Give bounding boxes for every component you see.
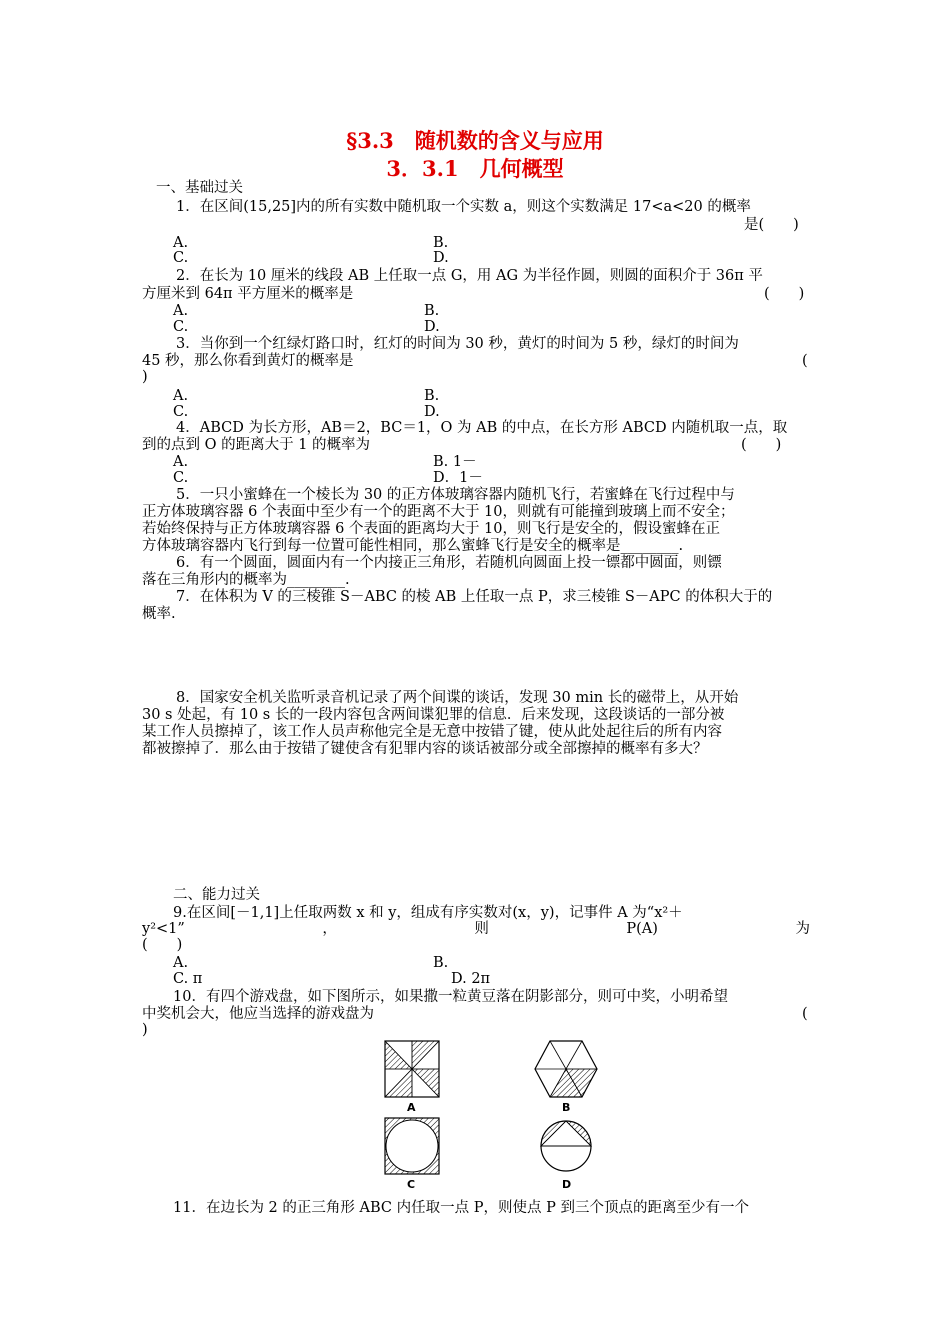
q1-option-c: C.	[173, 250, 189, 266]
q5-text-2: 正方体玻璃容器 6 个表面中至少有一个的距离不大于 10，则就有可能撞到玻璃上而不安全；	[142, 504, 735, 520]
q4-option-d: D．1－	[433, 470, 483, 486]
q9-frag-1: y²<1”	[142, 921, 185, 937]
q7-text-2: 概率.	[142, 606, 176, 622]
q9-option-c: C. π	[173, 971, 203, 987]
q11-text: 11．在边长为 2 的正三角形 ABC 内任取一点 P，则使点 P 到三个顶点的距离至少有一个	[173, 1200, 749, 1216]
q9-option-a: A.	[173, 955, 189, 971]
q2-text-cont: 方厘米到 64π 平方厘米的概率是	[142, 286, 354, 302]
q3-answer-bracket-close: )	[142, 369, 148, 385]
q1-option-b: B.	[433, 235, 449, 251]
q2-option-b: B.	[424, 303, 440, 319]
q9-frag-5: 为	[795, 921, 810, 937]
game-board-b	[534, 1040, 598, 1098]
q3-text: 3．当你到一个红绿灯路口时，红灯的时间为 30 秒，黄灯的时间为 5 秒，绿灯的时间为	[176, 336, 739, 352]
q3-option-a: A.	[173, 388, 189, 404]
q2-option-c: C.	[173, 319, 189, 335]
q7-text-1: 7．在体积为 V 的三棱锥 S－ABC 的棱 AB 上任取一点 P，求三棱锥 S－APC 的体积大于的	[176, 589, 773, 605]
q8-text-4: 都被擦掉了．那么由于按错了键使含有犯罪内容的谈话被部分或全部擦掉的概率有多大？	[142, 741, 708, 757]
q3-answer-bracket-open: (	[802, 353, 808, 369]
section-heading-basic: 一、基础过关	[156, 180, 243, 196]
q6-text-2: 落在三角形内的概率为________.	[142, 572, 350, 588]
q10-text-cont: 中奖机会大，他应当选择的游戏盘为	[142, 1006, 374, 1022]
q9-option-d: D. 2π	[451, 971, 491, 987]
q5-text-3: 若始终保持与正方体玻璃容器 6 个表面的距离均大于 10，则飞行是安全的，假设蜜蜂在正	[142, 521, 720, 537]
section-heading-ability: 二、能力过关	[173, 887, 260, 903]
q4-answer-bracket: ( )	[741, 437, 782, 453]
q6-text-1: 6．有一个圆面，圆面内有一个内接正三角形，若随机向圆面上投一镖都中圆面，则镖	[176, 555, 722, 571]
q8-text-1: 8．国家安全机关监听录音机记录了两个间谍的谈话，发现 30 min 长的磁带上，从开始	[176, 690, 739, 706]
q9-answer-bracket: ( )	[142, 937, 183, 953]
q9-frag-3: 则	[474, 921, 489, 937]
board-label-c: C	[407, 1178, 416, 1191]
section-title: §3.3 随机数的含义与应用	[346, 128, 604, 153]
q10-text: 10．有四个游戏盘，如下图所示，如果撒一粒黄豆落在阴影部分，则可中奖，小明希望	[173, 989, 728, 1005]
q3-text-cont: 45 秒，那么你看到黄灯的概率是	[142, 353, 354, 369]
q1-option-a: A.	[173, 235, 189, 251]
q2-option-a: A.	[173, 303, 189, 319]
q4-option-c: C.	[173, 470, 189, 486]
q8-text-3: 某工作人员擦掉了，该工作人员声称他完全是无意中按错了键，使从此处起往后的所有内容	[142, 724, 722, 740]
q5-text-1: 5．一只小蜜蜂在一个棱长为 30 的正方体玻璃容器内随机飞行，若蜜蜂在飞行过程中与	[176, 487, 735, 503]
q9-text-cont	[142, 921, 810, 938]
board-label-a: A	[407, 1101, 416, 1114]
game-board-d	[536, 1117, 596, 1177]
q2-text: 2．在长为 10 厘米的线段 AB 上任取一点 G，用 AG 为半径作圆，则圆的面积介于 36π 平	[176, 268, 763, 284]
q3-option-b: B.	[424, 388, 440, 404]
q2-answer-bracket: ( )	[764, 286, 805, 302]
q3-option-c: C.	[173, 404, 189, 420]
board-label-d: D	[562, 1178, 572, 1191]
q9-text: 9.在区间[－1,1]上任取两数 x 和 y，组成有序实数对(x，y)，记事件 A 为“x²＋	[173, 905, 683, 921]
q1-answer-bracket: 是( )	[744, 217, 799, 233]
game-board-c	[384, 1117, 440, 1175]
q9-option-b: B.	[433, 955, 449, 971]
q4-option-b: B. 1－	[433, 454, 477, 470]
subsection-title: 3．3.1 几何概型	[386, 156, 564, 181]
q2-option-d: D.	[424, 319, 440, 335]
q5-text-4: 方体玻璃容器内飞行到每一位置可能性相同，那么蜜蜂飞行是安全的概率是________.	[142, 538, 684, 554]
q1-text: 1．在区间(15,25]内的所有实数中随机取一个实数 a，则这个实数满足 17<a<20 的概率	[176, 199, 751, 215]
q4-text-cont: 到的点到 O 的距离大于 1 的概率为	[142, 437, 371, 453]
game-board-a	[384, 1040, 440, 1098]
q4-text: 4．ABCD 为长方形，AB＝2，BC＝1，O 为 AB 的中点，在长方形 ABCD 内随机取一点，取	[176, 420, 788, 436]
board-label-b: B	[562, 1101, 571, 1114]
q10-answer-bracket-close: )	[142, 1022, 148, 1038]
q10-answer-bracket-open: (	[802, 1006, 808, 1022]
q8-text-2: 30 s 处起，有 10 s 长的一段内容包含两间谍犯罪的信息．后来发现，这段谈话的一部分被	[142, 707, 725, 723]
q9-frag-2: ，	[322, 921, 337, 937]
q3-option-d: D.	[424, 404, 440, 420]
q9-frag-4: P(A)	[626, 921, 658, 937]
q4-option-a: A.	[173, 454, 189, 470]
q1-option-d: D.	[433, 250, 449, 266]
